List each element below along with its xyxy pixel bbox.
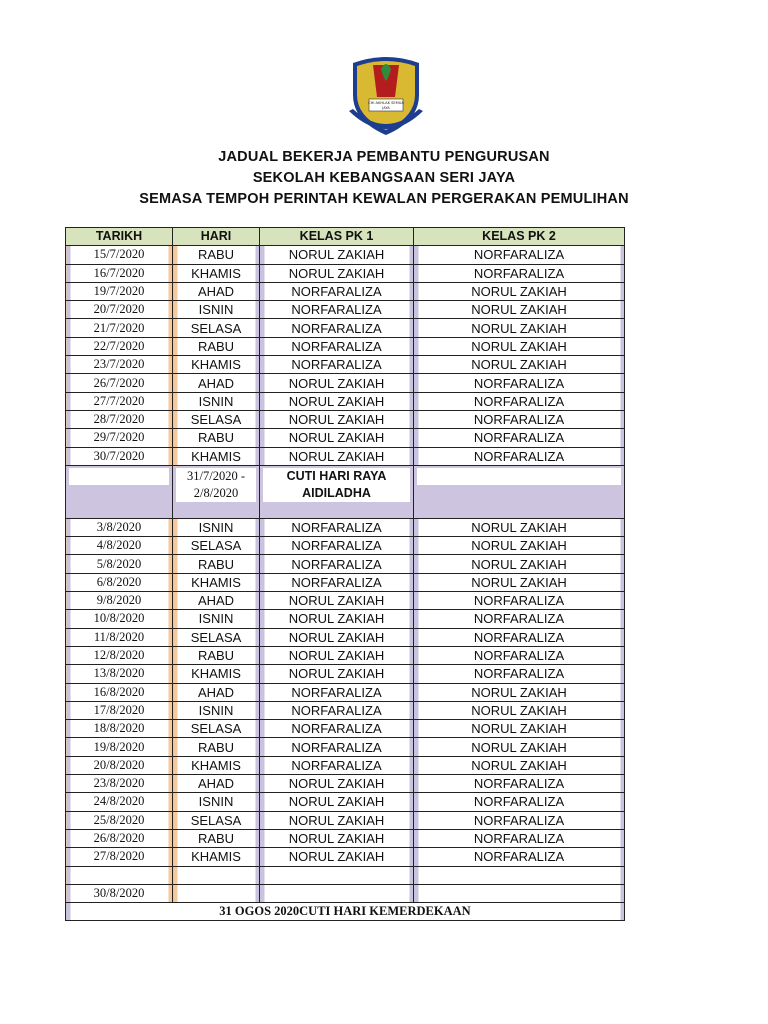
cell-kelas-pk1: NORUL ZAKIAH <box>260 848 414 866</box>
cell-hari: KHAMIS <box>173 573 260 591</box>
cell-kelas-pk1: NORUL ZAKIAH <box>260 829 414 847</box>
cell-kelas-pk1: NORUL ZAKIAH <box>260 628 414 646</box>
holiday-label-cell <box>260 465 414 518</box>
header-kelas-pk2: KELAS PK 2 <box>414 228 625 246</box>
cell-tarikh: 29/7/2020 <box>66 429 173 447</box>
table-header-row <box>66 228 625 246</box>
table-row <box>66 738 625 756</box>
cell-tarikh: 11/8/2020 <box>66 628 173 646</box>
cell-kelas-pk1: NORUL ZAKIAH <box>260 264 414 282</box>
cell-kelas-pk1: NORFARALIZA <box>260 738 414 756</box>
table-row <box>66 374 625 392</box>
footer-note: 31 OGOS 2020CUTI HARI KEMERDEKAAN <box>66 903 625 921</box>
cell-hari: KHAMIS <box>173 447 260 465</box>
cell-kelas-pk2: NORUL ZAKIAH <box>414 537 625 555</box>
cell-kelas-pk1: NORFARALIZA <box>260 756 414 774</box>
header-hari: HARI <box>173 228 260 246</box>
cell-kelas-pk2: NORFARALIZA <box>414 829 625 847</box>
cell-tarikh <box>66 866 173 884</box>
cell-hari: RABU <box>173 829 260 847</box>
school-crest-logo <box>345 55 427 141</box>
cell-kelas-pk2: NORUL ZAKIAH <box>414 282 625 300</box>
cell-tarikh: 4/8/2020 <box>66 537 173 555</box>
cell-hari <box>173 866 260 884</box>
cell-kelas-pk1: NORFARALIZA <box>260 301 414 319</box>
table-row <box>66 720 625 738</box>
cell-kelas-pk2: NORUL ZAKIAH <box>414 683 625 701</box>
cell-kelas-pk2: NORFARALIZA <box>414 410 625 428</box>
cell-hari: KHAMIS <box>173 264 260 282</box>
title-line-3: SEMASA TEMPOH PERINTAH KEWALAN PERGERAKAN PEMULIHAN <box>139 191 629 207</box>
cell-kelas-pk2: NORUL ZAKIAH <box>414 337 625 355</box>
cell-tarikh: 9/8/2020 <box>66 592 173 610</box>
cell-tarikh: 20/7/2020 <box>66 301 173 319</box>
table-row <box>66 592 625 610</box>
cell-kelas-pk1: NORFARALIZA <box>260 683 414 701</box>
holiday-empty-cell-2 <box>414 465 625 518</box>
cell-kelas-pk2: NORFARALIZA <box>414 246 625 264</box>
cell-hari <box>173 884 260 902</box>
cell-tarikh: 16/8/2020 <box>66 683 173 701</box>
table-row <box>66 264 625 282</box>
cell-kelas-pk1: NORFARALIZA <box>260 319 414 337</box>
cell-hari: SELASA <box>173 537 260 555</box>
cell-kelas-pk2: NORFARALIZA <box>414 447 625 465</box>
cell-hari: KHAMIS <box>173 848 260 866</box>
header-kelas-pk1: KELAS PK 1 <box>260 228 414 246</box>
table-row <box>66 646 625 664</box>
cell-hari: KHAMIS <box>173 356 260 374</box>
table-row <box>66 848 625 866</box>
cell-tarikh: 21/7/2020 <box>66 319 173 337</box>
cell-kelas-pk1: NORUL ZAKIAH <box>260 775 414 793</box>
cell-kelas-pk2: NORFARALIZA <box>414 848 625 866</box>
cell-kelas-pk2: NORFARALIZA <box>414 811 625 829</box>
cell-hari: KHAMIS <box>173 665 260 683</box>
cell-tarikh: 19/8/2020 <box>66 738 173 756</box>
cell-kelas-pk2: NORFARALIZA <box>414 646 625 664</box>
cell-hari: SELASA <box>173 319 260 337</box>
cell-tarikh: 23/8/2020 <box>66 775 173 793</box>
cell-tarikh: 15/7/2020 <box>66 246 173 264</box>
cell-tarikh: 26/8/2020 <box>66 829 173 847</box>
cell-tarikh: 3/8/2020 <box>66 518 173 536</box>
cell-kelas-pk2: NORFARALIZA <box>414 628 625 646</box>
cell-kelas-pk1: NORFARALIZA <box>260 282 414 300</box>
cell-kelas-pk2: NORFARALIZA <box>414 429 625 447</box>
cell-kelas-pk1: NORUL ZAKIAH <box>260 646 414 664</box>
cell-kelas-pk2: NORFARALIZA <box>414 374 625 392</box>
cell-kelas-pk1: NORUL ZAKIAH <box>260 811 414 829</box>
cell-tarikh: 26/7/2020 <box>66 374 173 392</box>
table-row <box>66 537 625 555</box>
cell-kelas-pk1: NORUL ZAKIAH <box>260 429 414 447</box>
cell-kelas-pk2: NORUL ZAKIAH <box>414 518 625 536</box>
table-row <box>66 793 625 811</box>
cell-kelas-pk2: NORUL ZAKIAH <box>414 555 625 573</box>
cell-kelas-pk2: NORFARALIZA <box>414 793 625 811</box>
cell-kelas-pk1: NORUL ZAKIAH <box>260 610 414 628</box>
table-row <box>66 775 625 793</box>
cell-kelas-pk2: NORUL ZAKIAH <box>414 356 625 374</box>
cell-tarikh: 12/8/2020 <box>66 646 173 664</box>
cell-kelas-pk1: NORUL ZAKIAH <box>260 246 414 264</box>
cell-kelas-pk1: NORUL ZAKIAH <box>260 374 414 392</box>
cell-kelas-pk1: NORFARALIZA <box>260 337 414 355</box>
cell-hari: AHAD <box>173 683 260 701</box>
table-row <box>66 356 625 374</box>
cell-hari: ISNIN <box>173 610 260 628</box>
cell-hari: ISNIN <box>173 793 260 811</box>
cell-kelas-pk2: NORFARALIZA <box>414 775 625 793</box>
cell-hari: RABU <box>173 646 260 664</box>
cell-hari: SELASA <box>173 720 260 738</box>
table-row <box>66 628 625 646</box>
cell-kelas-pk1: NORUL ZAKIAH <box>260 665 414 683</box>
table-row <box>66 866 625 884</box>
cell-kelas-pk1: NORFARALIZA <box>260 537 414 555</box>
cell-kelas-pk1 <box>260 866 414 884</box>
holiday-date: 31/7/2020 - 2/8/2020 <box>176 468 256 502</box>
title-line-2: SEKOLAH KEBANGSAAN SERI JAYA <box>252 170 516 186</box>
crest-motto-line2: JAYA <box>382 106 390 110</box>
table-row <box>66 282 625 300</box>
cell-kelas-pk1: NORUL ZAKIAH <box>260 592 414 610</box>
cell-kelas-pk1: NORFARALIZA <box>260 701 414 719</box>
crest-motto-line1: CHI AKHLAK SEMUA <box>368 101 404 105</box>
cell-tarikh: 10/8/2020 <box>66 610 173 628</box>
table-row <box>66 429 625 447</box>
cell-tarikh: 25/8/2020 <box>66 811 173 829</box>
cell-tarikh: 5/8/2020 <box>66 555 173 573</box>
table-row <box>66 610 625 628</box>
cell-hari: RABU <box>173 738 260 756</box>
holiday-row <box>66 465 625 518</box>
cell-kelas-pk1: NORFARALIZA <box>260 573 414 591</box>
header-tarikh: TARIKH <box>66 228 173 246</box>
table-row <box>66 573 625 591</box>
table-row <box>66 392 625 410</box>
cell-kelas-pk1: NORUL ZAKIAH <box>260 410 414 428</box>
cell-tarikh: 20/8/2020 <box>66 756 173 774</box>
cell-kelas-pk2: NORUL ZAKIAH <box>414 720 625 738</box>
cell-hari: ISNIN <box>173 518 260 536</box>
table-row <box>66 829 625 847</box>
table-row <box>66 555 625 573</box>
cell-hari: ISNIN <box>173 392 260 410</box>
cell-hari: AHAD <box>173 374 260 392</box>
cell-kelas-pk1 <box>260 884 414 902</box>
cell-kelas-pk1: NORUL ZAKIAH <box>260 793 414 811</box>
cell-hari: RABU <box>173 429 260 447</box>
cell-kelas-pk2: NORUL ZAKIAH <box>414 701 625 719</box>
table-row <box>66 701 625 719</box>
cell-kelas-pk2: NORUL ZAKIAH <box>414 756 625 774</box>
table-row <box>66 811 625 829</box>
cell-hari: ISNIN <box>173 301 260 319</box>
cell-kelas-pk2: NORFARALIZA <box>414 392 625 410</box>
cell-kelas-pk1: NORFARALIZA <box>260 356 414 374</box>
cell-kelas-pk2: NORFARALIZA <box>414 665 625 683</box>
table-row <box>66 301 625 319</box>
holiday-empty-cell <box>66 465 173 518</box>
cell-tarikh: 30/7/2020 <box>66 447 173 465</box>
cell-hari: SELASA <box>173 410 260 428</box>
table-row <box>66 756 625 774</box>
cell-tarikh: 16/7/2020 <box>66 264 173 282</box>
cell-hari: RABU <box>173 246 260 264</box>
cell-tarikh: 18/8/2020 <box>66 720 173 738</box>
cell-tarikh: 19/7/2020 <box>66 282 173 300</box>
cell-kelas-pk2 <box>414 884 625 902</box>
cell-tarikh: 13/8/2020 <box>66 665 173 683</box>
cell-kelas-pk1: NORFARALIZA <box>260 518 414 536</box>
cell-kelas-pk2: NORUL ZAKIAH <box>414 573 625 591</box>
cell-kelas-pk1: NORFARALIZA <box>260 720 414 738</box>
cell-hari: AHAD <box>173 775 260 793</box>
table-row <box>66 447 625 465</box>
title-line-1: JADUAL BEKERJA PEMBANTU PENGURUSAN <box>218 149 550 165</box>
cell-tarikh: 23/7/2020 <box>66 356 173 374</box>
cell-kelas-pk1: NORUL ZAKIAH <box>260 392 414 410</box>
table-row <box>66 665 625 683</box>
cell-tarikh: 24/8/2020 <box>66 793 173 811</box>
cell-kelas-pk2: NORFARALIZA <box>414 610 625 628</box>
cell-tarikh: 28/7/2020 <box>66 410 173 428</box>
cell-tarikh: 27/8/2020 <box>66 848 173 866</box>
cell-kelas-pk2: NORUL ZAKIAH <box>414 319 625 337</box>
cell-kelas-pk2: NORFARALIZA <box>414 264 625 282</box>
table-row <box>66 246 625 264</box>
cell-hari: RABU <box>173 337 260 355</box>
cell-hari: KHAMIS <box>173 756 260 774</box>
table-row <box>66 410 625 428</box>
table-row <box>66 319 625 337</box>
cell-tarikh: 30/8/2020 <box>66 884 173 902</box>
cell-hari: ISNIN <box>173 701 260 719</box>
table-row <box>66 337 625 355</box>
cell-hari: SELASA <box>173 628 260 646</box>
table-row <box>66 518 625 536</box>
holiday-date-cell <box>173 465 260 518</box>
cell-tarikh: 17/8/2020 <box>66 701 173 719</box>
table-row <box>66 884 625 902</box>
table-row <box>66 683 625 701</box>
cell-hari: AHAD <box>173 592 260 610</box>
cell-hari: AHAD <box>173 282 260 300</box>
cell-kelas-pk1: NORUL ZAKIAH <box>260 447 414 465</box>
cell-kelas-pk2: NORUL ZAKIAH <box>414 738 625 756</box>
footer-row <box>66 903 625 921</box>
cell-kelas-pk2: NORUL ZAKIAH <box>414 301 625 319</box>
schedule-table <box>65 227 625 921</box>
cell-hari: RABU <box>173 555 260 573</box>
cell-tarikh: 6/8/2020 <box>66 573 173 591</box>
cell-kelas-pk1: NORFARALIZA <box>260 555 414 573</box>
cell-kelas-pk2 <box>414 866 625 884</box>
cell-tarikh: 27/7/2020 <box>66 392 173 410</box>
cell-hari: SELASA <box>173 811 260 829</box>
holiday-label: CUTI HARI RAYA AIDILADHA <box>263 468 410 502</box>
cell-kelas-pk2: NORFARALIZA <box>414 592 625 610</box>
cell-tarikh: 22/7/2020 <box>66 337 173 355</box>
